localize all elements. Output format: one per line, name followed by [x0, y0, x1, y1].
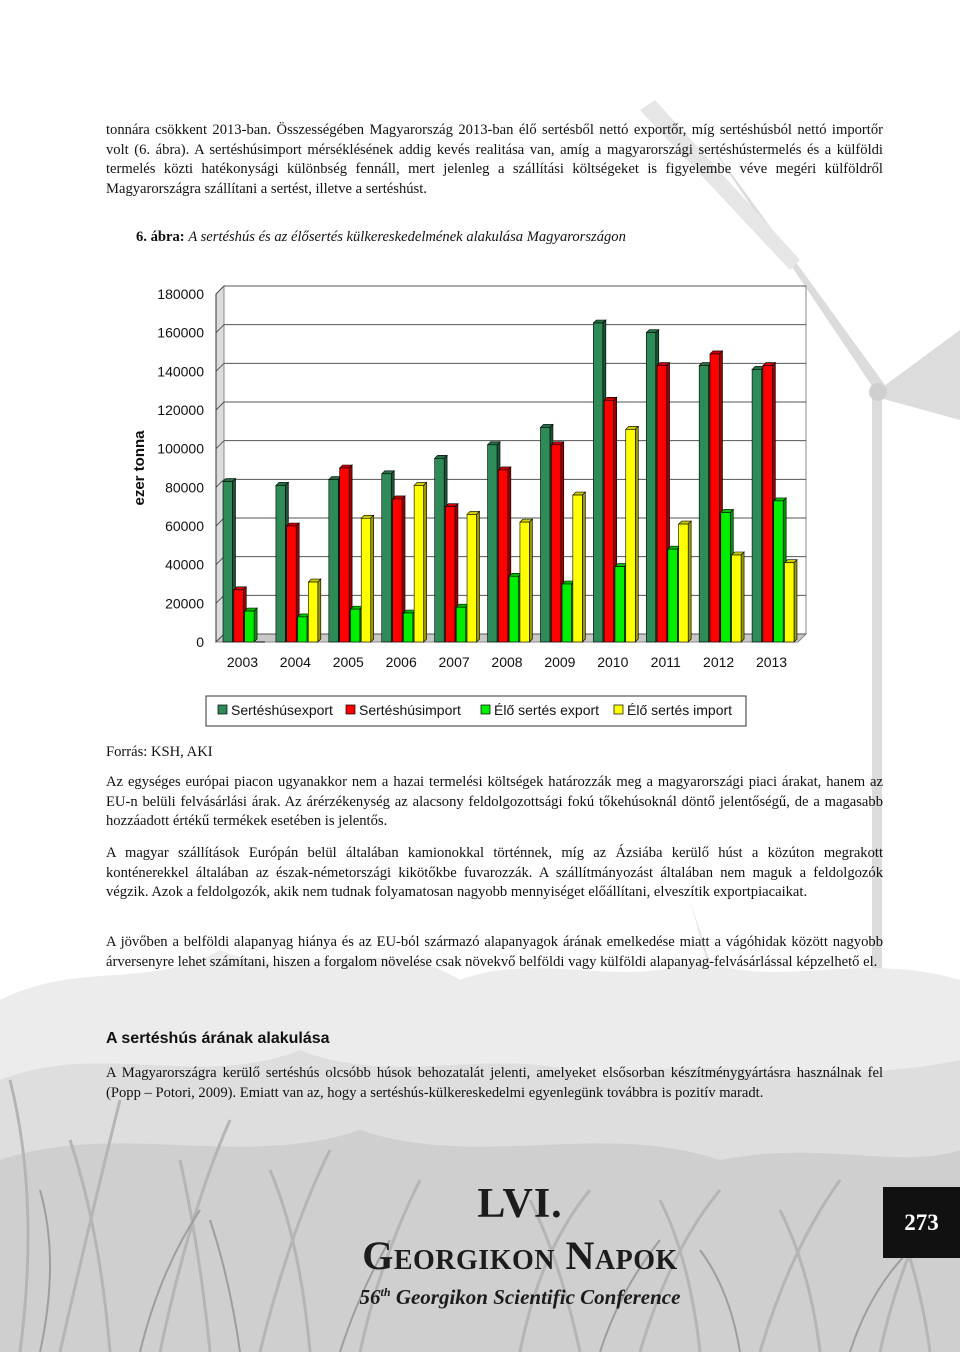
- y-axis-label: ezer tonna: [131, 430, 148, 506]
- bar-2011-Élő sertés import: [679, 521, 692, 642]
- x-tick-label: 2007: [438, 654, 470, 670]
- y-tick-label: 80000: [165, 479, 204, 496]
- paragraph-intro: tonnára csökkent 2013-ban. Összességében Magyarország 2013-ban élő sertésből nettó exportőr, míg sertéshúsból nettó importőr volt (6. ábra). A sertéshúsimport mérséklésének addig kevés realitása van, amíg a magyarországi sertéshústermelés és a külföldi termelés közti hatékonysági különbség fennáll, mert jelenleg a szállítási költségeket is figyelembe véve megéri külföldről Magyarországra szállítani a sertést, illetve a sertéshúst.: [106, 122, 883, 197]
- y-tick-label: 160000: [157, 324, 204, 341]
- x-tick-label: 2009: [544, 654, 576, 670]
- legend-swatch: [346, 705, 355, 714]
- x-tick-label: 2003: [226, 654, 259, 670]
- conference-ordinal: 56: [359, 1285, 381, 1309]
- y-tick-label: 140000: [157, 363, 204, 380]
- legend-swatch: [218, 705, 227, 714]
- figure-source: Forrás: KSH, AKI: [106, 744, 213, 760]
- page-number: 273: [883, 1187, 960, 1258]
- paragraph-future: A jövőben a belföldi alapanyag hiánya és az EU-ból származó alapanyagok árának emelkedése miatt a vágóhidak között nagyobb árversenyre lehet számítani, hiszen a forgalom növelése csak növekvő belföldi vagy külföldi alapanyag-felvásárlással képzelhető el.: [106, 934, 883, 970]
- bar-2012-Élő sertés import: [732, 552, 745, 642]
- x-tick-label: 2012: [703, 654, 735, 670]
- legend-label: Élő sertés import: [627, 702, 733, 718]
- bar-2006-Élő sertés import: [414, 482, 427, 642]
- x-tick-label: 2004: [279, 654, 311, 670]
- conference-subtitle-text: Georgikon Scientific Conference: [390, 1285, 681, 1309]
- conference-name: Georgikon Napok: [362, 1233, 678, 1278]
- section-heading: A sertéshús árának alakulása: [106, 1030, 330, 1047]
- figure-caption: [136, 229, 626, 246]
- y-tick-label: 0: [196, 634, 204, 650]
- x-tick-label: 2008: [491, 654, 523, 670]
- bar-2008-Élő sertés import: [520, 519, 533, 642]
- paragraph-price: A Magyarországra kerülő sertéshús olcsóbb húsok behozatalát jelenti, amelyeket elsősorban készítménygyártásra használnak fel (Popp – Potori, 2009). Emiatt van az, hogy a sertéshús-külkereskedelmi egyenlegünk továbbra is pozitív maradt.: [106, 1065, 883, 1101]
- x-tick-label: 2011: [650, 654, 681, 670]
- legend-swatch: [614, 705, 623, 714]
- conference-edition: LVI.: [477, 1181, 563, 1227]
- bar-2013-Élő sertés import: [784, 560, 797, 642]
- bar-2003-Élő sertés export: [245, 608, 258, 642]
- x-tick-label: 2013: [755, 654, 788, 670]
- y-tick-label: 100000: [157, 440, 204, 457]
- y-tick-label: 60000: [165, 518, 204, 534]
- bar-2004-Élő sertés import: [308, 579, 321, 642]
- x-tick-label: 2010: [597, 654, 629, 670]
- conference-ordinal-suffix: th: [380, 1285, 391, 1299]
- y-tick-label: 120000: [157, 402, 204, 418]
- conference-subtitle: [290, 1285, 750, 1310]
- y-tick-label: 40000: [165, 556, 204, 573]
- y-tick-label: 180000: [157, 286, 204, 302]
- x-tick-label: 2005: [332, 654, 364, 670]
- legend-swatch: [481, 705, 490, 714]
- paragraph-shipping: A magyar szállítások Európán belül általában kamionokkal történnek, míg az Ázsiába kerülő húst a közúton megrakott konténerekkel általában az észak-németországi kikötőkbe fuvarozzák. A szállítmányozást általában nem maguk a feldolgozók végzik. Azok a feldolgozók, akik nem tudnak folyamatosan nagyobb mennyiséget előállítani, elveszítik exportpiacaikat.: [106, 845, 883, 900]
- bar-2009-Élő sertés import: [573, 492, 586, 642]
- paragraph-market: Az egységes európai piacon ugyanakkor nem a hazai termelési költségek határozzák meg a magyarországi piaci árakat, hanem az EU-n belüli felvásárlási árak. Az árérzékenység az alacsony feldolgozottsági fokú tőkehúsoknál döntő jelentőségű, de a magasabb hozzáadott értékű termékek esetében is jelentős.: [106, 774, 883, 829]
- trade-bar-chart: [106, 258, 826, 736]
- legend-label: Élő sertés export: [494, 702, 600, 718]
- bar-2007-Élő sertés import: [467, 511, 480, 642]
- x-tick-label: 2006: [385, 654, 417, 670]
- legend-label: Sertéshúsimport: [359, 702, 461, 718]
- figure-title: A sertéshús és az élősertés külkereskedelmének alakulása Magyarországon: [188, 229, 626, 245]
- figure-number: 6. ábra:: [136, 229, 185, 245]
- bar-2005-Élő sertés import: [361, 515, 373, 642]
- bar-2010-Élő sertés import: [626, 426, 639, 642]
- legend-label: Sertéshúsexport: [231, 702, 333, 718]
- y-tick-label: 20000: [165, 595, 204, 612]
